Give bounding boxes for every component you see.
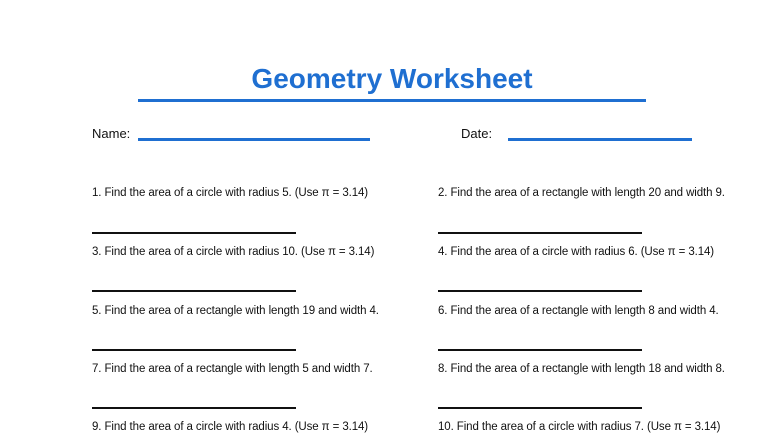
question-1: 1. Find the area of a circle with radius 5. (Use π = 3.14) (92, 187, 369, 199)
question-2: 2. Find the area of a rectangle with length 20 and width 9. (438, 187, 725, 199)
answer-line-7[interactable] (92, 407, 296, 409)
answer-line-8[interactable] (438, 407, 642, 409)
answer-line-4[interactable] (438, 290, 642, 292)
question-5: 5. Find the area of a rectangle with length 19 and width 4. (92, 305, 379, 317)
name-label: Name: (92, 126, 131, 141)
question-9: 9. Find the area of a circle with radius 4. (Use π = 3.14) (92, 421, 369, 433)
worksheet-title: Geometry Worksheet (251, 63, 533, 94)
answer-line-3[interactable] (92, 290, 296, 292)
date-field-line[interactable] (508, 138, 692, 141)
question-8: 8. Find the area of a rectangle with length 18 and width 8. (438, 363, 725, 375)
answer-line-6[interactable] (438, 349, 642, 351)
answer-line-5[interactable] (92, 349, 296, 351)
question-6: 6. Find the area of a rectangle with length 8 and width 4. (438, 305, 719, 317)
answer-line-1[interactable] (92, 232, 296, 234)
question-3: 3. Find the area of a circle with radius 10. (Use π = 3.14) (92, 246, 375, 258)
date-label: Date: (461, 126, 493, 141)
title-underline (138, 99, 646, 102)
question-4: 4. Find the area of a circle with radius 6. (Use π = 3.14) (438, 246, 715, 258)
name-field-line[interactable] (138, 138, 370, 141)
question-7: 7. Find the area of a rectangle with length 5 and width 7. (92, 363, 373, 375)
question-10: 10. Find the area of a circle with radius 7. (Use π = 3.14) (438, 421, 721, 433)
answer-line-2[interactable] (438, 232, 642, 234)
